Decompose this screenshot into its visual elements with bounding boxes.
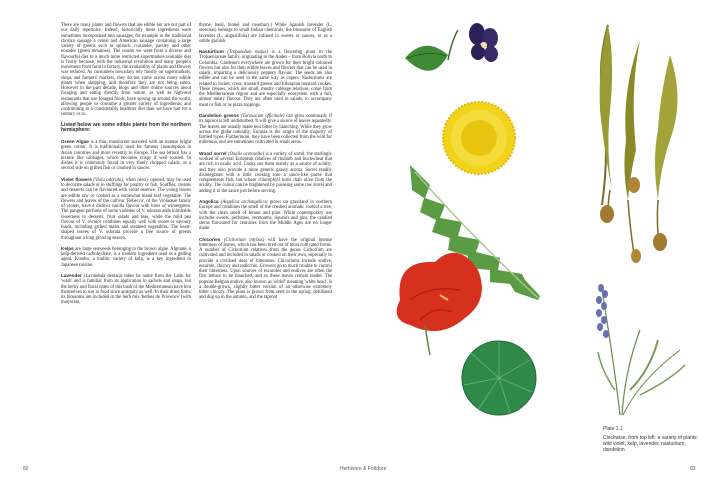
entry-violet [61, 177, 191, 241]
entry-title: Green Algae [61, 139, 89, 145]
entry-text: are large seaweeds belonging to the brown algae. Alginate, a kelp-derived carbohydrate, is a modern ingredient used as a gelling agent. Kombu, a traditic variety of kelp, is a key ingredient in Japanese cuisine. [61, 246, 191, 268]
entry-title: Kelps [61, 245, 74, 251]
left-text-column [61, 23, 191, 311]
running-head: Herbivore & Forkfore [340, 466, 387, 472]
entry-text: grows on grassland in northern Europe and combines the smell of the crushed aromatic rootsof a tree, with the clean smell of lemon and pine. While contemporary use includes sweets, perfumes, vermouths, liqueurs and gins, the candied stems flavoured for centuries from the Middle Ages are no longer made. [199, 200, 332, 232]
entry-latin: (Oxalis acetosella) [226, 151, 264, 157]
entry-title: Chicories [199, 236, 221, 242]
entry-title: Dandelion greens [199, 113, 240, 119]
entry-title: Wood sorrel [199, 150, 227, 156]
entry-title: Violet flowers [61, 176, 92, 182]
entry-text: can grow continually if its taproot is left undisturbed. It will give a source of leaves repeatedly. The leaves are usually made less bitter by blanching. While they grow across the globe naturally, Eurasia is the origin of the majority of farmed types. Furthermore, they have been collected from the wild for millennia, and are sometimes cultivated in small areas. [199, 114, 332, 146]
entry-text: is a thin, translucent seaweed with an intense bright green colour. It is traditionally used for famous consumption in Asian countries and more recently in Europe. The sea lettuce has a texture like cabbages, which becomes crispy if well roasted. In dishes it is commonly found in very finely chopped salads, as a second side on grilled fish or crushed in sauces. [61, 140, 191, 172]
plate-label: Plate 1.1 [603, 426, 623, 432]
entry-kelp [61, 246, 191, 268]
entry-wood-sorrel [199, 151, 332, 194]
entry-latin: (Cichorium intybus) [220, 237, 265, 243]
entry-text: will have the original intense bitterness of leaves, which has been bred out of most cultivated forms. A number of Cichorium relatives from the genus Cichorium are cultivated and included in salads or cooked on their own, especially to provide a civilised dose of bitterness. Chicoriums include endive, escarole, chicory and radicchio. Growers go to much trouble to control their bitterness. Upon sources of escaroles and endives are often the first lettuce to be blanched, and so these leaves remain tender. The popular Belgian endive, also known as 'witlof' meaning 'white head', is a double-grown, slightly bitter version of an otherwise extremely bitter chicory. The plant is grown from seed in the spring, defoliated and dug up in the autumn, and the taproot [199, 237, 333, 301]
entry-latin: (Taraxacum officinale) [239, 114, 285, 120]
entry-lavender [61, 273, 191, 306]
entry-title: Lavender [61, 273, 82, 279]
page-number-right: 83 [690, 466, 696, 472]
caption-text: Clockwise, from top left: a variety of plants: wild violet, kelp, lavender, nasturtium, dandelion [603, 435, 699, 453]
entry-text: is a variety of sorrel, the starlingly worked of several European relatives of rhubarb and buckwheat that are rich in oxalic acid. Cooks use them mainly as a source of acidity, and they also provide a more generic grassy aroma. Sorrel readily disintegrates with a little cooking into a sauce-like puree that complements fish, but whose chlorophyll turns drab olive from the acidity. The colour can be brightened by pureeing some raw sorrel and adding it to the sauce just before serving. [199, 151, 332, 194]
middle-text-column [199, 23, 332, 306]
dandelion-flower-illustration [443, 102, 515, 174]
entry-chicories [199, 237, 332, 301]
nasturtium-flower-illustration [397, 253, 482, 355]
entry-dandelion [199, 113, 332, 146]
figure-caption [603, 426, 708, 453]
entry-nasturtium [199, 49, 332, 108]
kelp-illustration [600, 25, 678, 263]
entry-text: (Lavandula dentata) takes its name from the Latin for 'wash' and is familiar from its application in sachets and soaps, but the herby and floral notes of this bush of the Mediterranean have lent themselves to use in food since antiquity as well. In their dried form, its blossoms are included in the herb mix 'herbes de Provence' (with marjoram, [61, 274, 191, 306]
entry-latin: (Tropaeolum majus) [223, 50, 268, 56]
list-heading: Listed below are some edible plants from the northern hemisphere: [61, 121, 191, 134]
entry-title: Nasturtium [199, 49, 224, 55]
page-number-left: 82 [23, 466, 29, 472]
plant-illustrations [340, 0, 724, 470]
lavender-illustration [596, 284, 685, 415]
nasturtium-leaf-illustration [462, 341, 536, 415]
continued-paragraph: thyme, basil, fennel and rosemary.) While Spanish lavender (L. stoechas) belongs to small Indian chemicals, the blossoms of English lavender (L. angustifolia) are infused in sweets or sauces, or as a subtle garnish. [199, 23, 332, 44]
entry-latin: (Viola odorata) [91, 177, 123, 183]
entry-text: is a flowering plant in the Tropaeolaceae family, originating in the Andes – from Bolivia north to Colombia. Gardeners everywhere are grown for their bright coloured flowers but also for their edible leaves and flowers that can be used in salads, imparting a deliciously peppery flavour. The seeds are also edible and can be used in the same way as capers. Nasturtiums are related to rocket, cress, mustard greens and Ethiopian mustard cookes. These cresses, which are small, mostly cabbage relatives, come from the Mediterranean region and are especially ecosystem with a full, almost meaty flavour. They are often used in salads, to accompany meat or fish or as pizza toppings. [199, 50, 332, 108]
entry-latin: (Angelica archangelica) [218, 200, 268, 205]
entry-angelica [199, 199, 332, 232]
entry-title: Angelica [199, 199, 219, 204]
entry-green-algae [61, 139, 191, 172]
entry-text: , when newly opened, may be used to decorate salads or in stuffings for poultry or fish. Soufflés, creams and desserts can be flavoured with violet essence. The young leaves are edible raw or cooked as a somewhat bland leaf vegetable. The flowers and leaves of the cultivar 'Rebecca', of the Violaceae family of violets, have a distinct vanilla flavour with hints of wintergreen. The pungent perfume of some varieties of V. odorata adds inimitable sweetness to desserts, fruit salads and teas, while the mild pea flavour of V. tricolor combines equally well with sweet or savoury foods, including grilled meats and steamed vegetables. The heart-shaped leaves of V. odorata provide a free source of greens throughout a long growing season. [61, 177, 191, 241]
intro-paragraph: There are many plants and flowers that are edible but are not part of our daily repertoire. Indeed, historically these ingredients were sometimes incorporated into sausages, for example in the traditional chorizo sausage a cereal and American sausage containing a large variety of greens such as spinach, coriander, parsley and other nosodes (green tomatoes). The reason we went from a diverse and flavourful diet to a much more restricted supermarket-available diet is firstly because, with the industrial revolution and many people's movement from farm to factory, the availability of plants and flowers was reduced. As consumers nowadays rely mostly on supermarkets, shops and farmers' markets, they do not come across many edible plants when shopping, and therefore they are not being eaten. However in the past decade, blogs and other online sources about foraging and eating directly from nature, as well as high-end restaurants that use foraged foods, have sprung up around the world, allowing people to consume a greater variety of ingredients, and contributing to a considerably healthier diet than we have had for a century or so. [61, 23, 191, 118]
violet-illustration [405, 23, 498, 71]
